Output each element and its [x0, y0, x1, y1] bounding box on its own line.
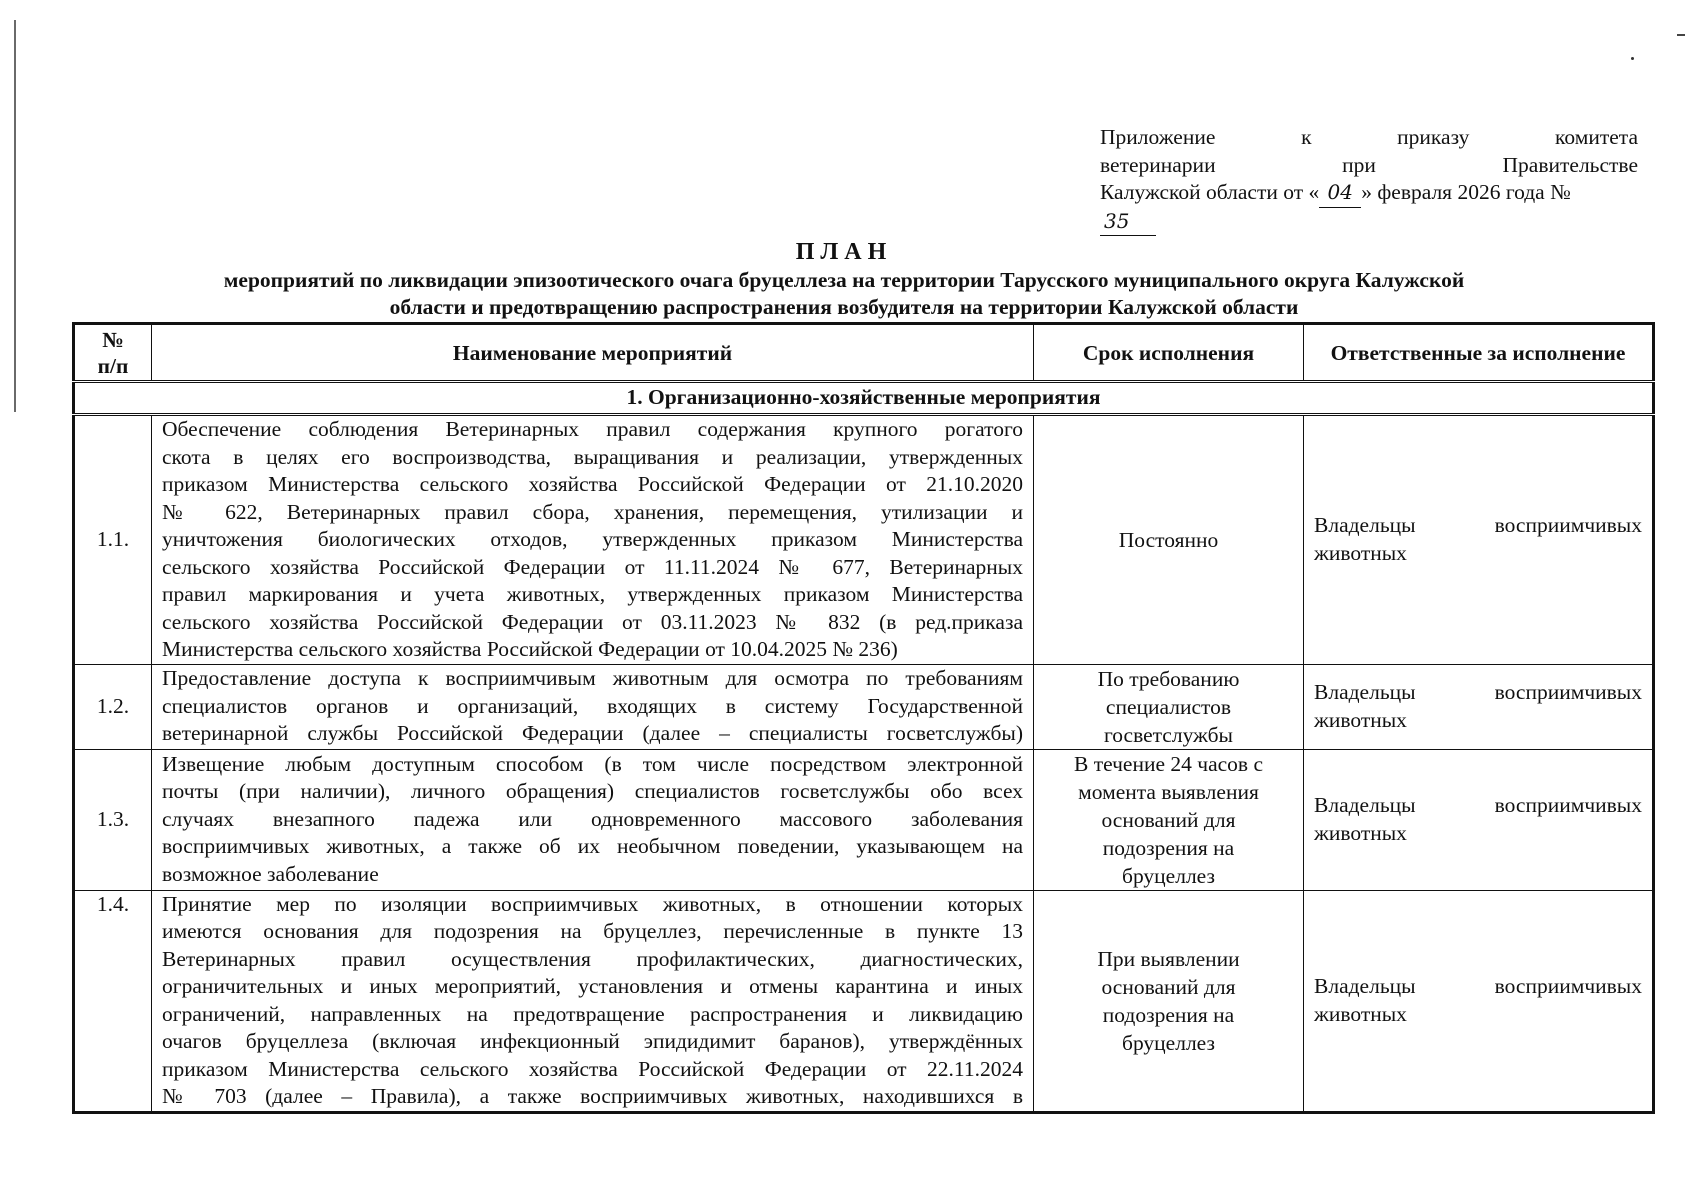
plan-table	[72, 322, 1655, 1114]
table-header-row	[74, 324, 1654, 382]
appendix-line-3: Калужской области от « 04 » февраля 2026 года №	[1100, 179, 1638, 208]
row-description: Предоставление доступа к восприимчивым животным для осмотра по требованиям специалистов органов и организаций, входящих в систему Государственной ветеринарной службы Российской Федерации (далее – специалисты госветслужбы)	[152, 664, 1034, 749]
row-description: Обеспечение соблюдения Ветеринарных правил содержания крупного рогатого скота в целях его воспроизводства, выращивания и реализации, утвержденных приказом Министерства сельского хозяйства Российской Федерации от 21.10.2020 № 622, Ветеринарных правил сбора, хранения, перемещения, утилизации и уничтожения биологических отходов, утвержденных приказом Министерства сельского хозяйства Российской Федерации от 11.11.2024 № 677, Ветеринарных правил маркирования и учета животных, утвержденных приказом Министерства сельского хозяйства Российской Федерации от 03.11.2023 № 832 (в ред.приказа Министерства сельского хозяйства Российской Федерации от 10.04.2025 № 236)	[152, 415, 1034, 665]
header-deadline: Срок исполнения	[1034, 324, 1304, 382]
table-row	[74, 749, 1654, 890]
table-row	[74, 664, 1654, 749]
section-title: 1. Организационно-хозяйственные мероприятия	[74, 382, 1654, 415]
handwritten-order-number: 35	[1100, 208, 1156, 237]
scan-margin-line	[14, 20, 16, 412]
scan-mark	[1677, 34, 1685, 36]
row-description: Принятие мер по изоляции восприимчивых животных, в отношении которых имеются основания для подозрения на бруцеллез, перечисленные в пункте 13 Ветеринарных правил осуществления профилактических, диагностических, ограничительных и иных мероприятий, установления и отмены карантина и иных ограничений, направленных на предотвращение распространения и ликвидацию очагов бруцеллеза (включая инфекционный эпидидимит баранов), утверждённых приказом Министерства сельского хозяйства Российской Федерации от 22.11.2024 № 703 (далее – Правила), а также восприимчивых животных, находившихся в	[152, 890, 1034, 1112]
row-responsible: Владельцы восприимчивых животных	[1304, 749, 1654, 890]
handwritten-date-day: 04	[1319, 179, 1361, 208]
row-responsible: Владельцы восприимчивых животных	[1304, 664, 1654, 749]
scan-dot	[1631, 57, 1634, 60]
row-deadline: В течение 24 часов с момента выявления оснований для подозрения на бруцеллез	[1034, 749, 1304, 890]
document-title: ПЛАН	[795, 239, 893, 265]
row-responsible: Владельцы восприимчивых животных	[1304, 415, 1654, 665]
document-subtitle: мероприятий по ликвидации эпизоотического очага бруцеллеза на территории Тарусского муниципального округа Калужской области и предотвращению распространения возбудителя на территории Калужской области	[223, 268, 1465, 319]
row-number: 1.4.	[74, 890, 152, 1112]
header-name: Наименование мероприятий	[152, 324, 1034, 382]
appendix-line-2: ветеринарии при Правительстве	[1100, 152, 1638, 177]
row-deadline: При выявлении оснований для подозрения на бруцеллез	[1034, 890, 1304, 1112]
table-row	[74, 890, 1654, 1112]
row-deadline: По требованию специалистов госветслужбы	[1034, 664, 1304, 749]
header-num: № п/п	[74, 324, 152, 382]
header-responsible: Ответственные за исполнение	[1304, 324, 1654, 382]
row-number: 1.3.	[74, 749, 152, 890]
row-number: 1.1.	[74, 415, 152, 665]
row-responsible: Владельцы восприимчивых животных	[1304, 890, 1654, 1112]
appendix-note	[1100, 124, 1638, 236]
appendix-line-1: Приложение к приказу комитета	[1100, 125, 1638, 149]
row-number: 1.2.	[74, 664, 152, 749]
row-description: Извещение любым доступным способом (в том числе посредством электронной почты (при наличии), личного обращения) специалистов госветслужбы обо всех случаях внезапного падежа или одновременного массового заболевания восприимчивых животных, а также об их необычном поведении, указывающем на возможное заболевание	[152, 749, 1034, 890]
row-deadline: Постоянно	[1034, 415, 1304, 665]
section-row-1	[74, 382, 1654, 415]
table-row	[74, 415, 1654, 665]
appendix-line-4	[1100, 208, 1638, 237]
